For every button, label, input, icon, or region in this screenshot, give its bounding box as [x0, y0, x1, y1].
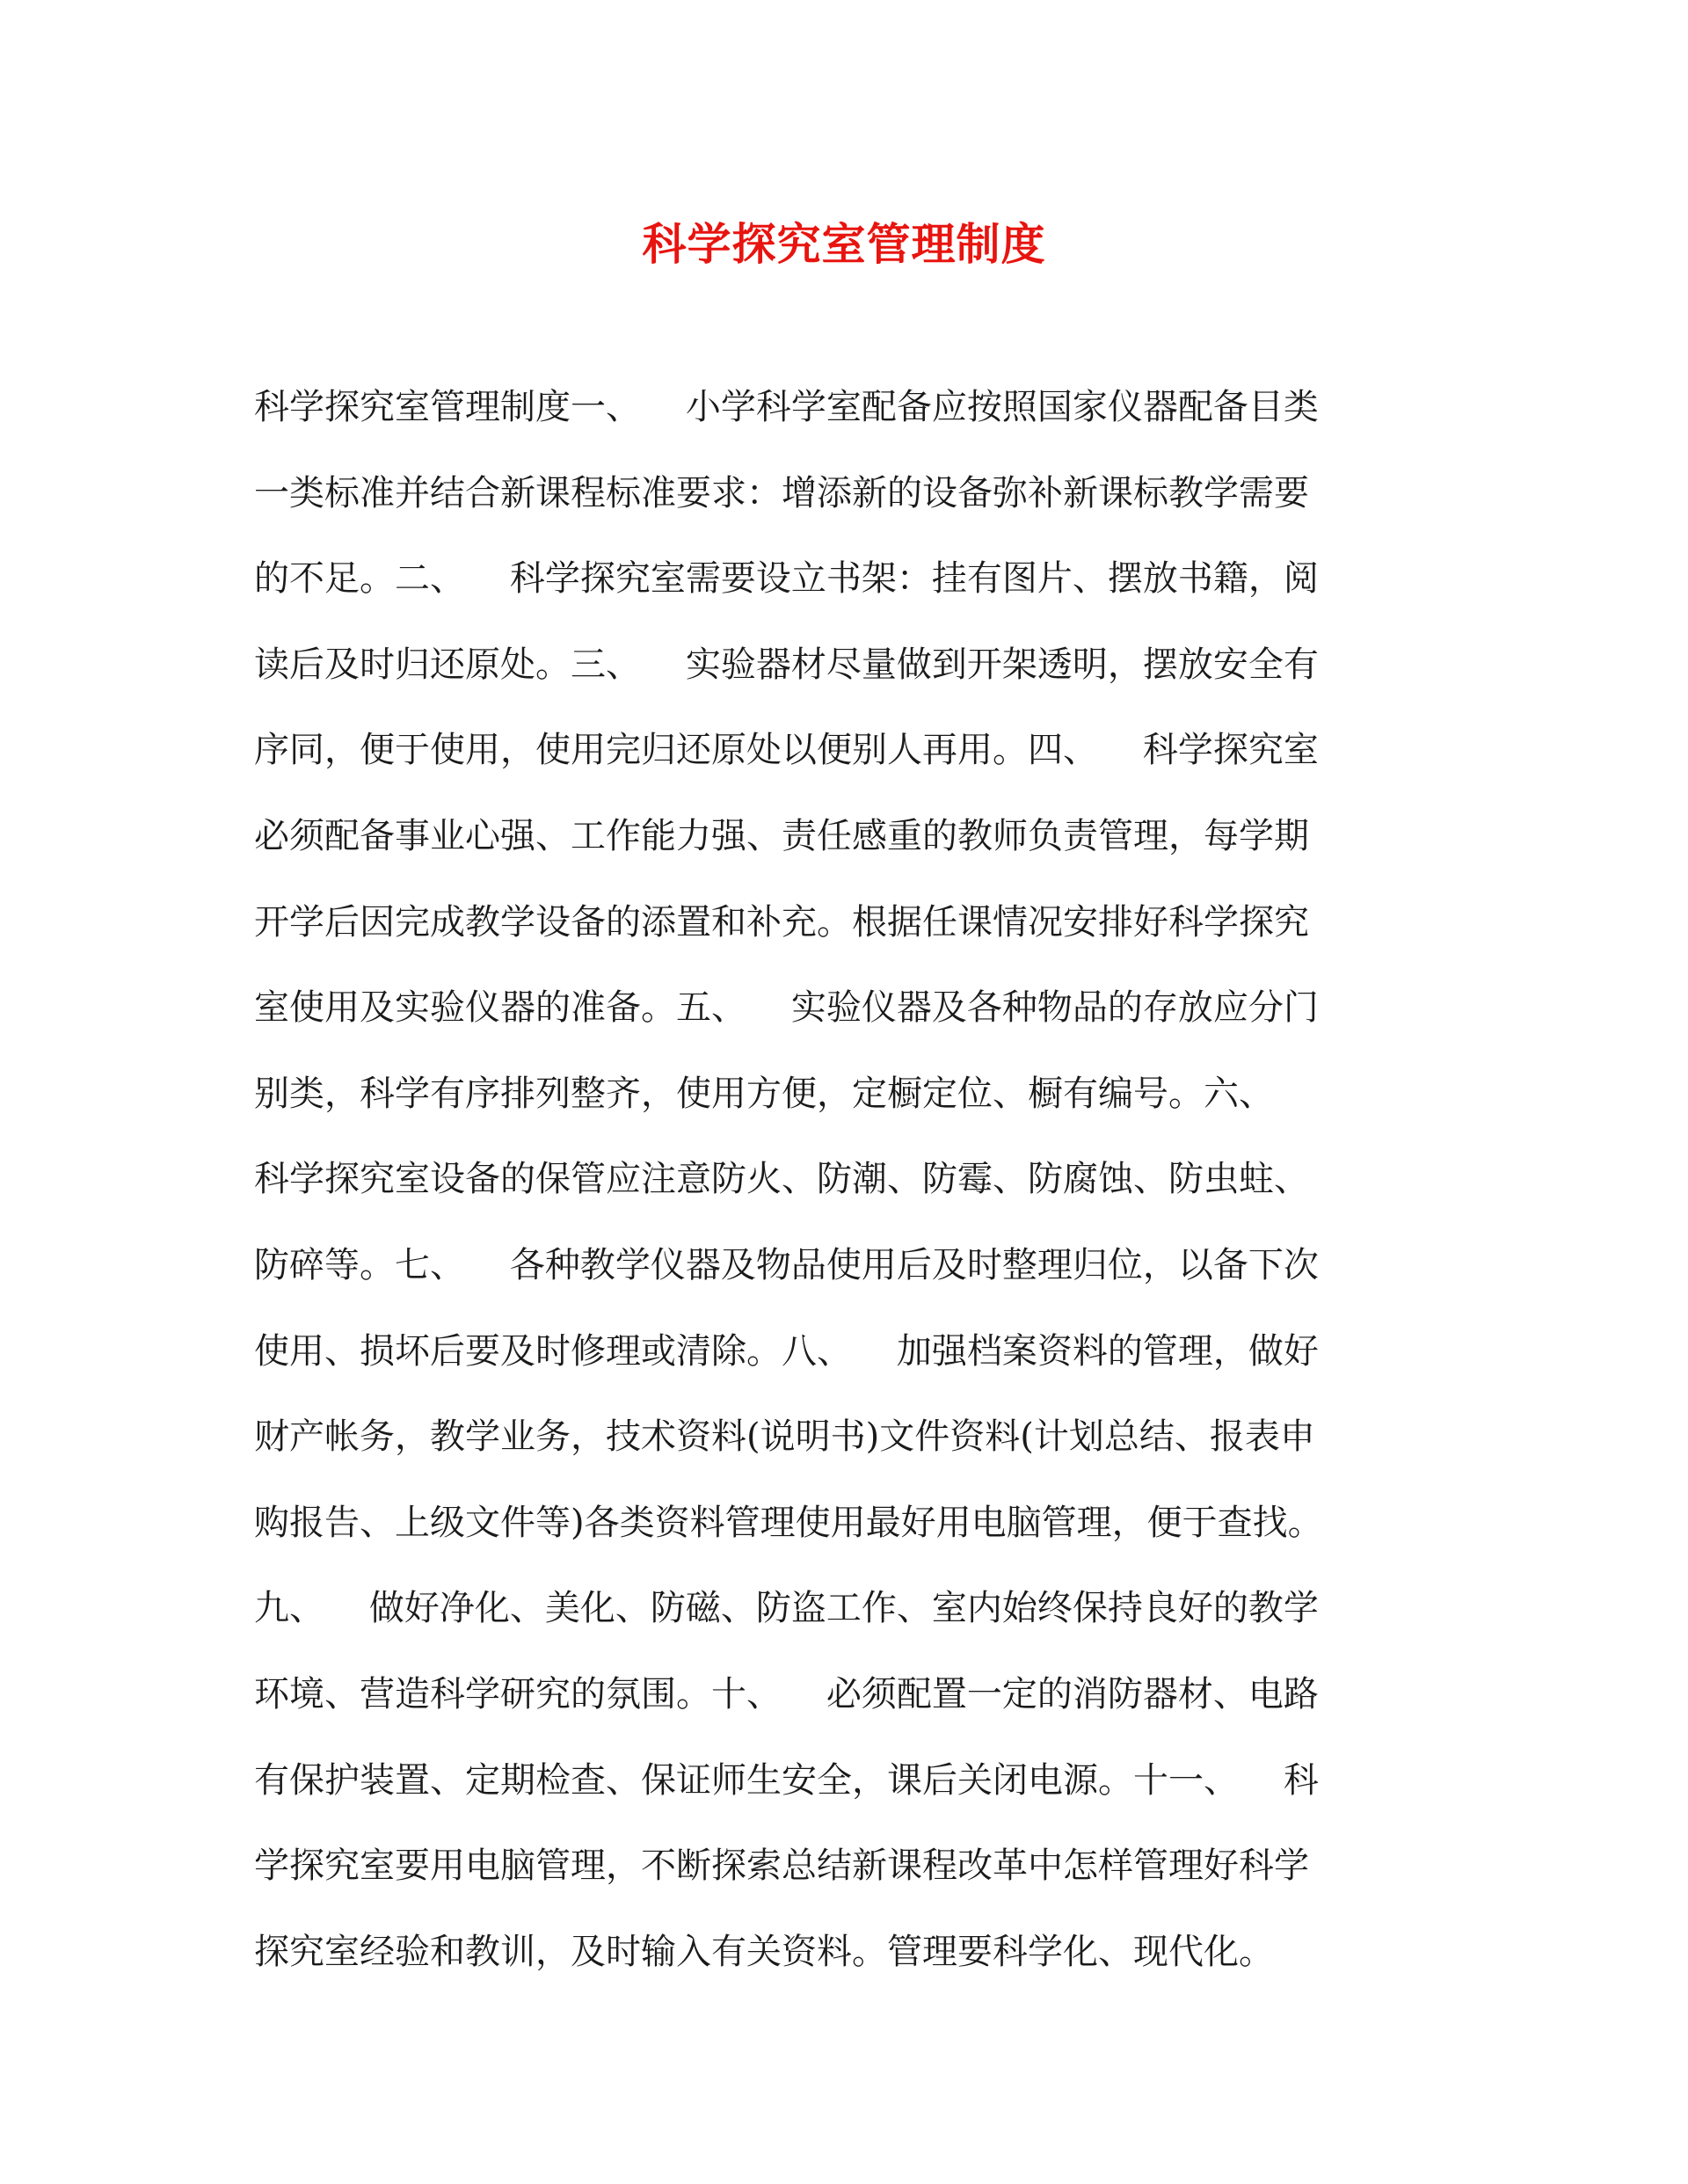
body-line: 环境、营造科学研究的氛围。十、 必须配置一定的消防器材、电路 [254, 1673, 1319, 1714]
body-line: 探究室经验和教训，及时输入有关资料。管理要科学化、现代化。 [254, 1931, 1274, 1972]
body-line: 必须配备事业心强、工作能力强、责任感重的教师负责管理，每学期 [254, 815, 1309, 856]
document-body [254, 376, 1450, 2006]
body-line: 科学探究室设备的保管应注意防火、防潮、防霉、防腐蚀、防虫蛀、 [254, 1159, 1309, 1200]
body-line: 财产帐务，教学业务，技术资料(说明书)文件资料(计划总结、报表申 [254, 1416, 1315, 1458]
body-line: 别类，科学有序排列整齐，使用方便，定橱定位、橱有编号。六、 [254, 1073, 1274, 1114]
body-line: 使用、损坏后要及时修理或清除。八、 加强档案资料的管理，做好 [254, 1330, 1319, 1372]
body-line: 科学探究室管理制度一、 小学科学室配备应按照国家仪器配备目类 [254, 387, 1319, 427]
body-line: 防碎等。七、 各种教学仪器及物品使用后及时整理归位，以备下次 [254, 1244, 1319, 1285]
body-line: 开学后因完成教学设备的添置和补充。根据任课情况安排好科学探究 [254, 901, 1309, 943]
body-line: 序同，便于使用，使用完归还原处以便别人再用。四、 科学探究室 [254, 730, 1319, 771]
body-line: 一类标准并结合新课程标准要求：增添新的设备弥补新课标教学需要 [254, 472, 1309, 513]
body-line: 学探究室要用电脑管理，不断探索总结新课程改革中怎样管理好科学 [254, 1845, 1309, 1887]
body-line: 有保护装置、定期检查、保证师生安全，课后关闭电源。十一、 科 [254, 1759, 1319, 1801]
body-line: 读后及时归还原处。三、 实验器材尽量做到开架透明，摆放安全有 [254, 644, 1319, 685]
body-line: 九、 做好净化、美化、防磁、防盗工作、室内始终保持良好的教学 [254, 1588, 1319, 1629]
document-title: 科学探究室管理制度 [642, 218, 1046, 270]
body-line: 的不足。二、 科学探究室需要设立书架：挂有图片、摆放书籍，阅 [254, 558, 1319, 600]
body-line: 购报告、上级文件等)各类资料管理使用最好用电脑管理，便于查找。 [254, 1502, 1323, 1543]
body-line: 室使用及实验仪器的准备。五、 实验仪器及各种物品的存放应分门 [254, 987, 1319, 1029]
